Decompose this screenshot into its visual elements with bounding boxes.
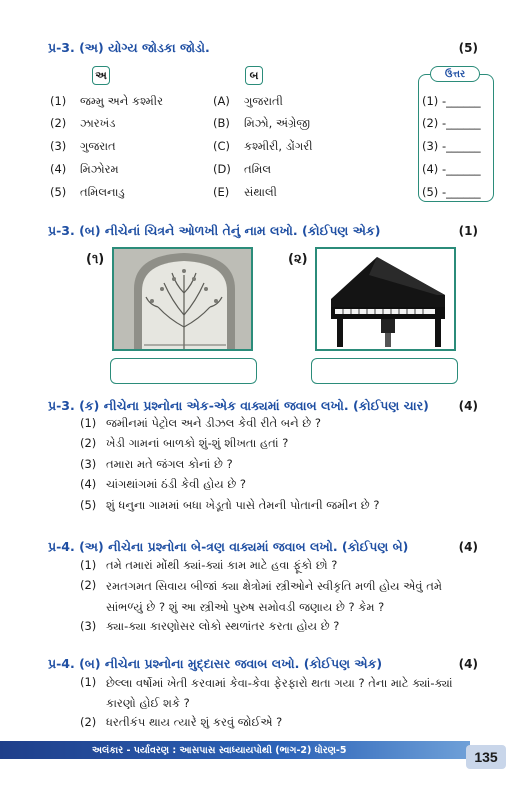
match-row xyxy=(50,162,490,180)
q3b-heading: પ્ર-3. (બ) નીચેનાં ચિત્રને ઓળખી તેનું નામ લખો. (કોઈપણ એક) xyxy=(48,223,381,238)
footer-band xyxy=(0,741,470,759)
list-item xyxy=(80,475,482,493)
item-number: (2) xyxy=(80,578,97,592)
item-text: ધરતીકંપ થાય ત્યારે શું કરવું જોઈએ ? xyxy=(106,715,283,729)
item-text: ખેડી ગામનાં બાળકો શું-શું શીખતા હતાં ? xyxy=(106,436,289,450)
column-a-label: અ xyxy=(92,66,110,85)
column-b-label: બ xyxy=(245,66,263,85)
match-row xyxy=(50,185,490,203)
picture-1-answer-field[interactable] xyxy=(110,358,257,384)
column-b-item: ગુજરાતી xyxy=(244,94,283,108)
row-number: (5) xyxy=(50,185,67,199)
list-item xyxy=(80,556,482,574)
item-text: રમતગમત સિવાય બીજાં ક્યા ક્ષેત્રોમાં સ્ત્રીઓને સ્વીકૃતિ મળી હોય એવું તમે સાંભળ્યું છે ? શું આ સ્ત્રીઓ પુરુષ સમોવડી જણાય છે ? કેમ ? xyxy=(106,579,442,614)
column-b-letter: (D) xyxy=(213,162,231,176)
column-a-item: ઝારખંડ xyxy=(80,116,116,130)
item-text: ક્યા-ક્યા કારણોસર લોકો સ્થળાંતર કરતા હોય છે ? xyxy=(106,619,340,633)
row-number: (4) xyxy=(50,162,67,176)
q3c-heading-row xyxy=(48,398,478,414)
item-number: (1) xyxy=(80,558,97,572)
column-b-letter: (B) xyxy=(213,116,230,130)
answer-blank[interactable]: (4) -______ xyxy=(422,162,481,176)
list-item xyxy=(80,455,482,473)
match-row xyxy=(50,116,490,134)
list-item xyxy=(80,414,482,432)
picture-2-label: (૨) xyxy=(288,252,308,267)
q3b-marks: (1) xyxy=(458,224,478,238)
answer-blank[interactable]: (3) -______ xyxy=(422,139,481,153)
list-item xyxy=(80,496,482,514)
item-number: (1) xyxy=(80,675,97,689)
item-number: (3) xyxy=(80,457,97,471)
item-text: તમારા મતે જંગલ કોનાં છે ? xyxy=(106,457,233,471)
answer-blank[interactable]: (1) -______ xyxy=(422,94,481,108)
row-number: (2) xyxy=(50,116,67,130)
q4a-heading: પ્ર-4. (અ) નીચેના પ્રશ્નોના બે-ત્રણ વાક્યમાં જવાબ લખો. (કોઈપણ બે) xyxy=(48,539,409,554)
item-number: (3) xyxy=(80,619,97,633)
piano-image xyxy=(315,247,456,351)
picture-1-label: (૧) xyxy=(86,252,105,267)
match-row xyxy=(50,139,490,157)
item-number: (5) xyxy=(80,498,97,512)
q3c-heading: પ્ર-3. (ક) નીચેના પ્રશ્નોના એક-એક વાક્યમાં જવાબ લખો. (કોઈપણ ચાર) xyxy=(48,398,429,413)
picture-2-answer-field[interactable] xyxy=(311,358,458,384)
answer-blank[interactable]: (2) -______ xyxy=(422,116,481,130)
q3a-heading-row xyxy=(48,40,478,56)
column-a-item: તમિલનાડુ xyxy=(80,185,125,199)
q4b-heading-row xyxy=(48,656,478,672)
footer-title: અલંકાર - પર્યાવરણ : આસપાસ સ્વાધ્યાયપોથી (ભાગ-2) ધોરણ-5 xyxy=(92,744,347,756)
list-item xyxy=(80,434,482,452)
answer-blank[interactable]: (5) -______ xyxy=(422,185,481,199)
q4b-heading: પ્ર-4. (બ) નીચેના પ્રશ્નોના મુદ્દાસર જવાબ લખો. (કોઈપણ એક) xyxy=(48,656,383,671)
column-a-item: ગુજરાત xyxy=(80,139,116,153)
column-b-letter: (C) xyxy=(213,139,231,153)
item-number: (4) xyxy=(80,477,97,491)
column-b-letter: (E) xyxy=(213,185,230,199)
q4b-marks: (4) xyxy=(458,657,478,671)
column-a-item: મિઝોરમ xyxy=(80,162,119,176)
list-item xyxy=(80,576,482,618)
list-item xyxy=(80,617,482,635)
item-text: ચાંગથાંગમાં ઠંડી કેવી હોય છે ? xyxy=(106,477,246,491)
stone-lattice-window-image xyxy=(112,247,253,351)
column-a-item: જમ્મુ અને કશ્મીર xyxy=(80,94,164,108)
item-number: (2) xyxy=(80,436,97,450)
column-b-item: કશ્મીરી, ડોંગરી xyxy=(244,139,313,153)
item-number: (1) xyxy=(80,416,97,430)
column-b-item: તમિલ xyxy=(244,162,272,176)
q4a-heading-row xyxy=(48,539,478,555)
q4a-marks: (4) xyxy=(458,540,478,554)
item-text: જમીનમાં પેટ્રોલ અને ડીઝલ કેવી રીતે બને છે ? xyxy=(106,416,321,430)
item-number: (2) xyxy=(80,715,97,729)
item-text: છેલ્લા વર્ષોમાં ખેતી કરવામાં કેવા-કેવા ફેરફારો થતા ગયા ? તેના માટે ક્યાં-ક્યાં કારણો હોઈ શકે ? xyxy=(106,676,453,710)
q3c-marks: (4) xyxy=(458,399,478,413)
q3b-heading-row xyxy=(48,223,478,239)
answer-label: ઉત્તર xyxy=(430,66,480,82)
list-item xyxy=(80,713,482,731)
page-number: 135 xyxy=(466,745,506,769)
item-text: તમે તમારાં મોંથી ક્યાં-ક્યાં કામ માટે હવા ફૂંકો છો ? xyxy=(106,558,338,572)
row-number: (1) xyxy=(50,94,67,108)
column-b-letter: (A) xyxy=(213,94,230,108)
q3a-heading: પ્ર-3. (અ) યોગ્ય જોડકા જોડો. xyxy=(48,40,210,55)
column-b-item: સંથાલી xyxy=(244,185,277,199)
q3a-marks: (5) xyxy=(458,41,478,55)
item-text: શું ધનુના ગામમાં બધા ખેડૂતો પાસે તેમની પોતાની જમીન છે ? xyxy=(106,498,380,512)
list-item xyxy=(80,673,482,713)
column-b-item: મિઝો, અંગ્રેજી xyxy=(244,116,311,130)
row-number: (3) xyxy=(50,139,67,153)
match-row xyxy=(50,94,490,112)
